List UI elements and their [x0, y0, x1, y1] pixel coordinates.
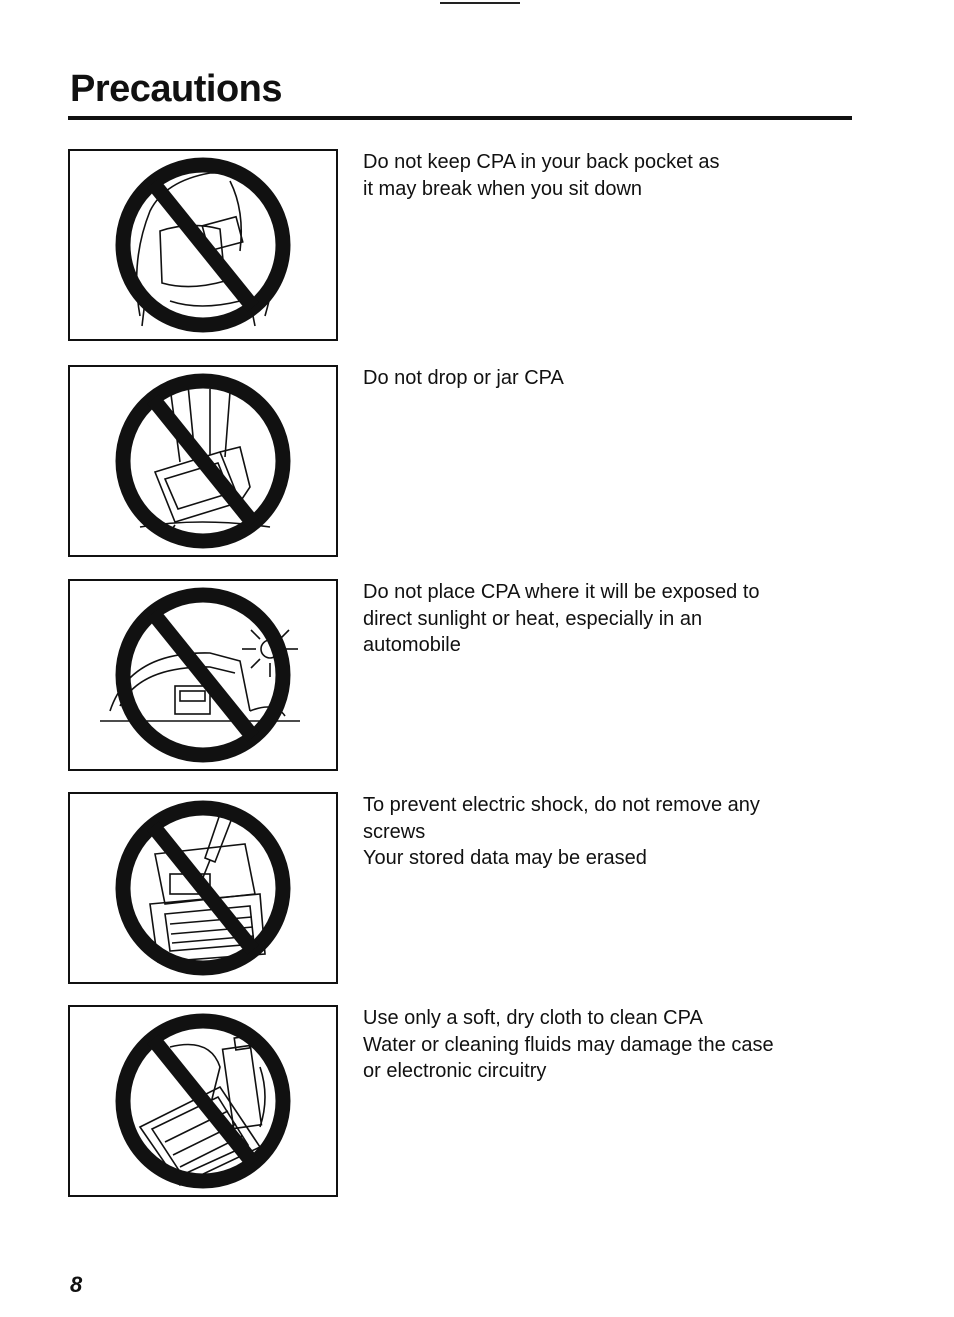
top-rule — [440, 2, 520, 4]
precaution-row — [68, 1005, 852, 1197]
precaution-text — [363, 365, 843, 392]
precaution-line: or electronic circuitry — [363, 1060, 547, 1082]
precaution-row — [68, 579, 852, 771]
back-pocket-icon — [70, 151, 336, 339]
illustration-panel — [68, 149, 338, 341]
precaution-text — [363, 792, 843, 872]
precaution-line: Water or cleaning fluids may damage the case — [363, 1033, 774, 1056]
illustration-panel — [68, 792, 338, 984]
page-number: 8 — [70, 1272, 83, 1297]
illustration-panel — [68, 1005, 338, 1197]
precaution-line: Do not place CPA where it will be exposed to — [363, 581, 760, 603]
illustration-panel — [68, 365, 338, 557]
dropping-device-icon — [70, 367, 336, 555]
precaution-line: Do not drop or jar CPA — [363, 367, 564, 389]
precaution-line: Your stored data may be erased — [363, 847, 647, 869]
precaution-text — [363, 579, 843, 659]
precaution-line: To prevent electric shock, do not remove any — [363, 794, 760, 816]
precaution-text — [363, 1005, 843, 1085]
precaution-line: it may break when you sit down — [363, 177, 643, 200]
illustration-panel — [68, 579, 338, 771]
precaution-line: direct sunlight or heat, especially in an — [363, 607, 703, 630]
precaution-line: screws — [363, 820, 426, 843]
precaution-line: Use only a soft, dry cloth to clean CPA — [363, 1007, 703, 1029]
precaution-line: automobile — [363, 634, 461, 656]
sunlight-car-icon — [70, 581, 336, 769]
screwdriver-icon — [70, 794, 336, 982]
precaution-line: Do not keep CPA in your back pocket as — [363, 151, 720, 173]
precaution-row — [68, 149, 852, 341]
precaution-row — [68, 792, 852, 984]
precaution-row — [68, 365, 852, 557]
cleaning-fluid-icon — [70, 1007, 336, 1195]
title-rule — [68, 116, 852, 120]
precaution-text — [363, 149, 843, 202]
page-title: Precautions — [70, 68, 283, 110]
